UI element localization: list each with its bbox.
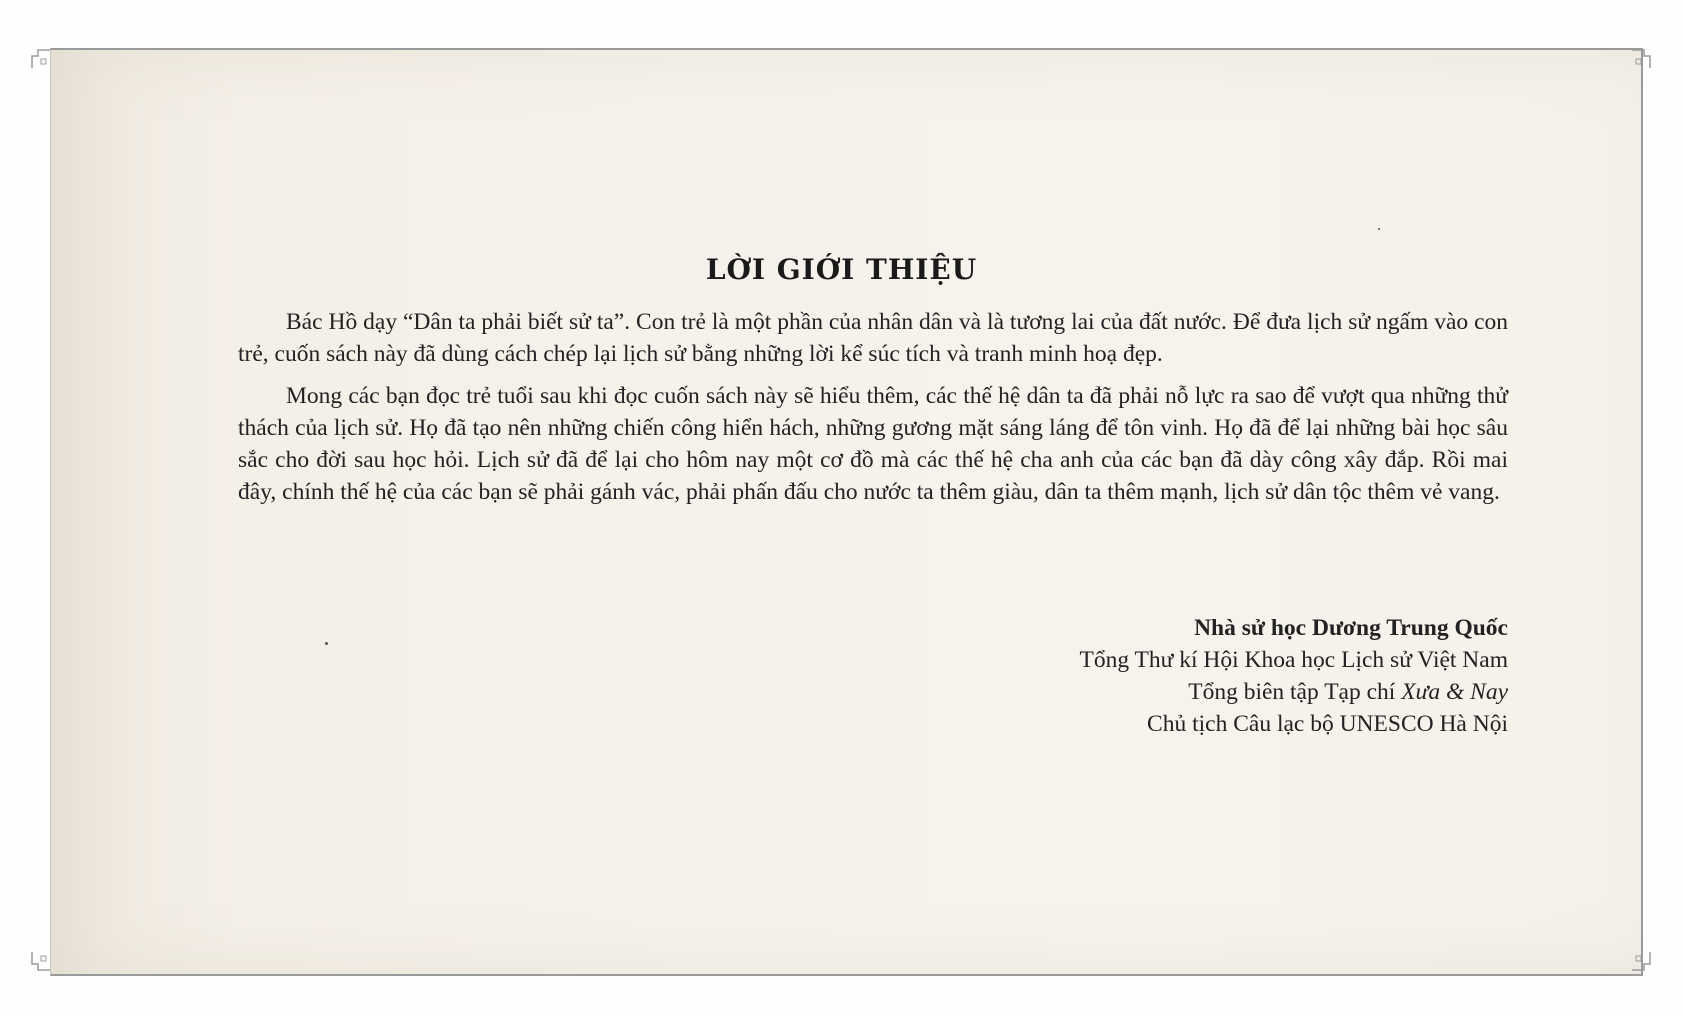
corner-ornament-top-left: [30, 48, 52, 70]
author-title-3: Chủ tịch Câu lạc bộ UNESCO Hà Nội: [1147, 711, 1508, 737]
author-title-2-text: Tổng biên tập Tạp chí: [1188, 679, 1402, 705]
paper-speck: [1378, 228, 1380, 230]
signature-block: [1079, 612, 1508, 740]
author-title-1: Tổng Thư kí Hội Khoa học Lịch sử Việt Nam: [1079, 647, 1508, 673]
page-title: LỜI GIỚI THIỆU: [705, 252, 978, 286]
corner-ornament-top-right: [1630, 48, 1652, 70]
corner-ornament-bottom-left: [30, 950, 52, 972]
author-title-2: [1079, 676, 1508, 708]
magazine-name: Xưa & Nay: [1401, 679, 1508, 705]
paragraph: Mong các bạn đọc trẻ tuổi sau khi đọc cuốn sách này sẽ hiểu thêm, các thế hệ dân ta đã phải nỗ lực ra sao để vượt qua những thử thách của lịch sử. Họ đã tạo nên những chiến công hiển hách, những gương mặt sáng láng để tôn vinh. Họ đã để lại những bài học sâu sắc cho đời sau học hỏi. Lịch sử đã để lại cho hôm nay một cơ đồ mà các thế hệ cha anh của các bạn đã dày công xây đắp. Rồi mai đây, chính thế hệ của các bạn sẽ phải gánh vác, phải phấn đấu cho nước ta thêm giàu, dân ta thêm mạnh, lịch sử dân tộc thêm vẻ vang.: [238, 383, 1508, 505]
paragraph: Bác Hồ dạy “Dân ta phải biết sử ta”. Con trẻ là một phần của nhân dân và là tương lai của đất nước. Để đưa lịch sử ngấm vào con trẻ, cuốn sách này đã dùng cách chép lại lịch sử bằng những lời kể súc tích và tranh minh hoạ đẹp.: [238, 309, 1508, 367]
author-name: Nhà sử học Dương Trung Quốc: [1194, 615, 1508, 641]
paper-speck: [325, 642, 328, 645]
corner-ornament-bottom-right: [1630, 950, 1652, 972]
introduction-body: [238, 306, 1508, 518]
